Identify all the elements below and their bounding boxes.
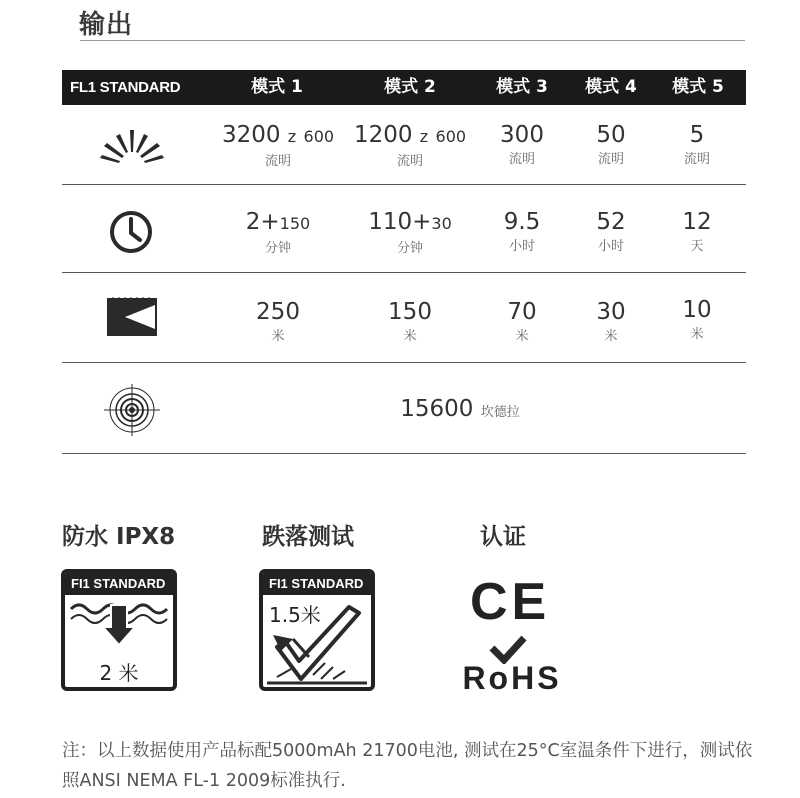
runtime-mode-1: 2+150 分钟: [245, 209, 311, 256]
header-mode-1: 模式 1: [251, 77, 303, 97]
certification-icon: [462, 572, 562, 696]
impact-badge: [259, 569, 375, 691]
output-mode-2: 1200 z 600 流明: [353, 122, 467, 169]
table-header: [62, 70, 746, 105]
output-mode-5: 5 流明: [683, 122, 710, 167]
badge-standard-label: FI1 STANDARD: [263, 573, 371, 595]
distance-mode-2: 150 米: [388, 299, 432, 344]
section-title: 输出: [79, 10, 134, 40]
output-mode-4: 50 流明: [596, 122, 626, 167]
distance-mode-5: 10 米: [682, 297, 712, 342]
header-mode-5: 模式 5: [672, 77, 724, 97]
peak-intensity: 15600 坎德拉: [400, 396, 520, 422]
header-mode-4: 模式 4: [585, 77, 637, 97]
runtime-mode-2: 110+30 分钟: [368, 209, 452, 256]
beam-distance-icon: [107, 297, 157, 341]
row-divider: [62, 272, 746, 273]
distance-mode-4: 30 米: [596, 299, 626, 344]
badge-standard-label: FI1 STANDARD: [65, 573, 173, 595]
output-mode-1: 3200 z 600 流明: [221, 122, 335, 169]
waterproof-icon: [65, 595, 173, 655]
output-mode-3: 300 流明: [500, 122, 544, 167]
row-divider: [62, 362, 746, 363]
runtime-mode-5: 12 天: [682, 209, 712, 254]
certification-title: 认证: [480, 524, 526, 550]
waterproof-badge: [61, 569, 177, 691]
light-output-icon: [100, 128, 164, 170]
rohs-mark: RoHS: [462, 660, 562, 696]
title-divider: [80, 40, 745, 41]
ce-mark: CE: [470, 573, 551, 631]
row-divider: [62, 453, 746, 454]
row-divider: [62, 184, 746, 185]
distance-mode-3: 70 米: [507, 299, 537, 344]
waterproof-title: 防水 IPX8: [62, 524, 176, 550]
runtime-mode-3: 9.5 小时: [503, 209, 541, 254]
impact-height: 1.5米: [269, 603, 321, 627]
clock-icon: [108, 209, 154, 259]
footnote: 注：以上数据使用产品标配5000mAh 21700电池, 测试在25°C室温条件下进行，测试依照ANSI NEMA FL-1 2009标准执行.: [62, 741, 753, 791]
header-standard: FL1 STANDARD: [70, 79, 181, 96]
impact-resistance-icon: [263, 595, 371, 691]
impact-title: 跌落测试: [262, 524, 354, 550]
runtime-mode-4: 52 小时: [596, 209, 626, 254]
target-icon: [104, 384, 160, 440]
header-mode-2: 模式 2: [384, 77, 436, 97]
distance-mode-1: 250 米: [256, 299, 300, 344]
header-mode-3: 模式 3: [496, 77, 548, 97]
waterproof-depth: 2 米: [99, 661, 139, 685]
